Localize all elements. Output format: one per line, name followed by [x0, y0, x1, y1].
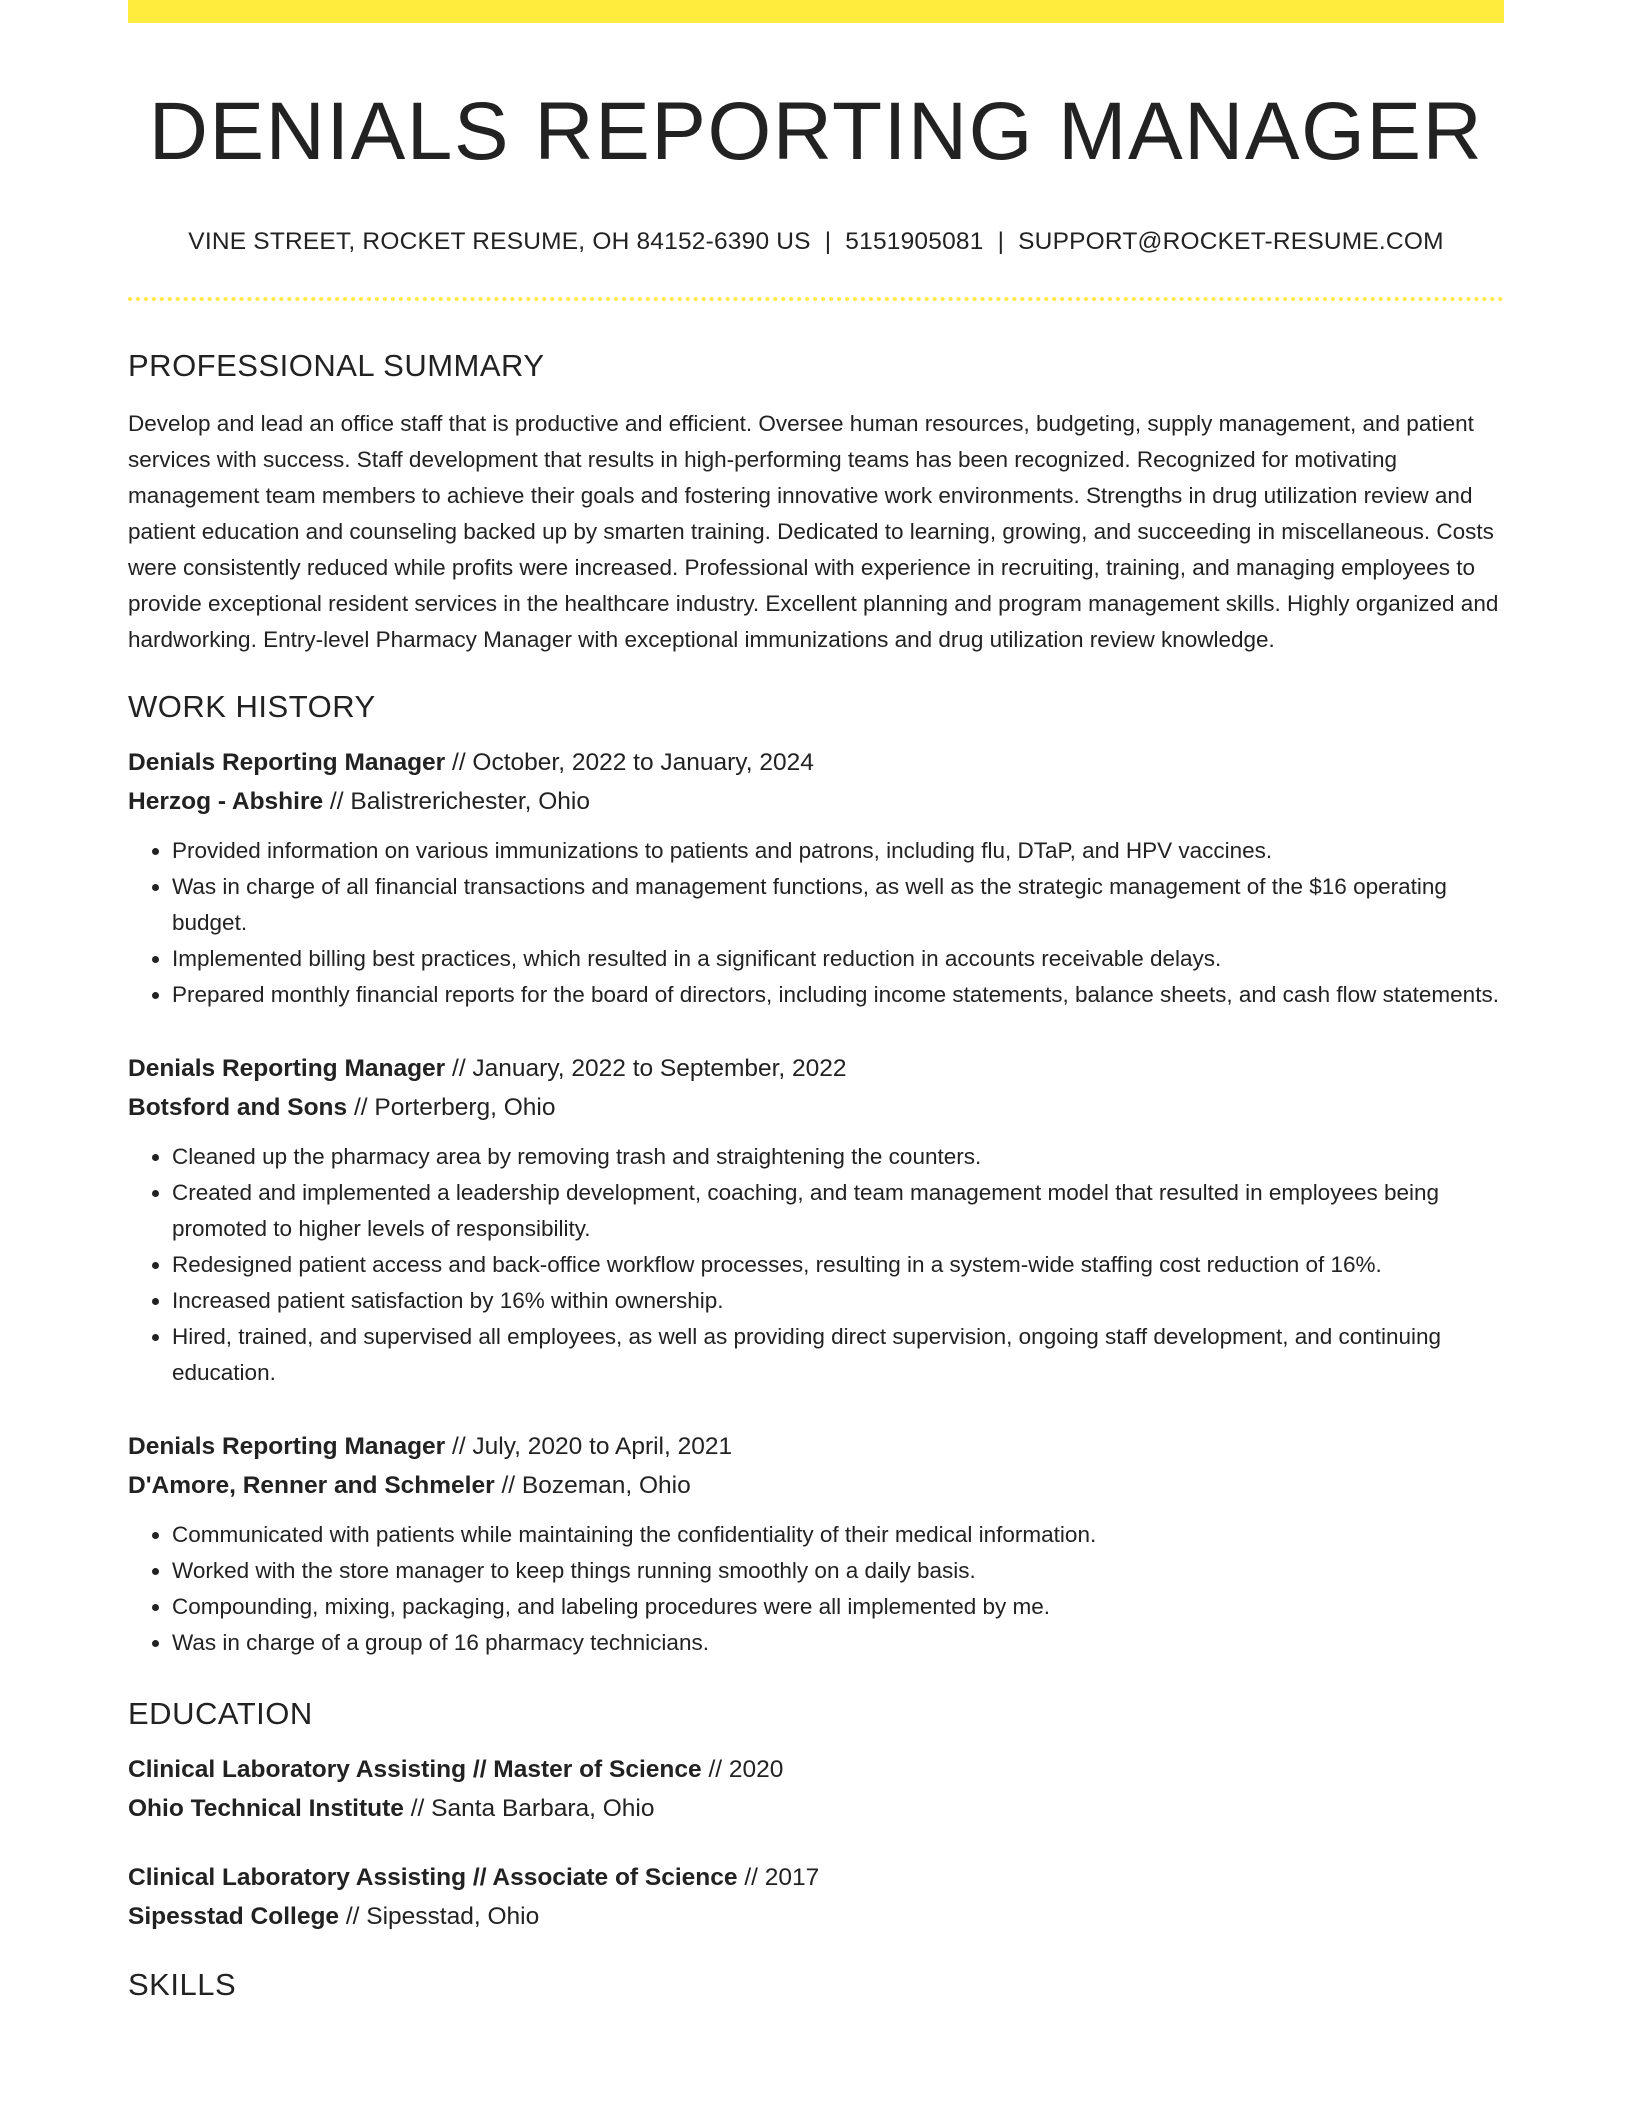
education-year: // 2020 — [701, 1756, 784, 1784]
job-company: Herzog - Abshire — [128, 788, 324, 816]
education-school: Sipesstad College — [128, 1903, 340, 1931]
work-history-heading: WORK HISTORY — [128, 688, 376, 724]
education-heading: EDUCATION — [128, 1696, 313, 1732]
education-degree: Clinical Laboratory Assisting // Associate of Science — [128, 1864, 738, 1892]
job-bullet: • Hired, trained, and supervised all employees, as well as providing direct supervision, ongoing staff development, and continuing education. — [172, 1319, 1504, 1391]
job-bullet: • Prepared monthly financial reports for the board of directors, including income statements, balance sheets, and cash flow statements. — [172, 977, 1504, 1013]
job-bullet: • Redesigned patient access and back-office workflow processes, resulting in a system-wide staffing cost reduction of 16%. — [172, 1247, 1504, 1283]
job-bullet: • Created and implemented a leadership development, coaching, and team management model that resulted in employees being promoted to higher levels of responsibility. — [172, 1175, 1504, 1247]
job-company-line — [128, 782, 1504, 821]
resume-page — [128, 0, 1504, 2004]
job-entry — [128, 743, 1504, 1013]
education-location: // Santa Barbara, Ohio — [403, 1795, 655, 1823]
job-bullet: • Communicated with patients while maintaining the confidentiality of their medical information. — [172, 1517, 1504, 1553]
job-company: Botsford and Sons — [128, 1094, 348, 1122]
job-title-line — [128, 743, 1504, 782]
job-title-line — [128, 1049, 1504, 1088]
contact-separator: | — [824, 228, 832, 256]
job-company: D'Amore, Renner and Schmeler — [128, 1472, 495, 1500]
education-location: // Sipesstad, Ohio — [339, 1903, 540, 1931]
job-bullet: • Worked with the store manager to keep things running smoothly on a daily basis. — [172, 1553, 1504, 1589]
summary-text: Develop and lead an office staff that is productive and efficient. Oversee human resources, budgeting, supply management, and patient services with success. Staff development that results in high-performing teams has been recognized. Recognized for motivating management team members to achieve their goals and fostering innovative work environments. Strengths in drug utilization review and patient education and counseling backed up by smarten training. Dedicated to learning, growing, and succeeding in miscellaneous. Costs were consistently reduced while profits were increased. Professional with experience in recruiting, training, and managing employees to provide exceptional resident services in the healthcare industry. Excellent planning and program management skills. Highly organized and hardworking. Entry-level Pharmacy Manager with exceptional immunizations and drug utilization review knowledge. — [128, 410, 1499, 652]
job-company-line — [128, 1088, 1504, 1127]
job-bullet: • Increased patient satisfaction by 16% within ownership. — [172, 1283, 1504, 1319]
job-dates: // October, 2022 to January, 2024 — [445, 749, 814, 777]
contact-line — [128, 227, 1504, 256]
job-bullet: • Was in charge of all financial transactions and management functions, as well as the strategic management of the $16 operating budget. — [172, 869, 1504, 941]
job-entry — [128, 1427, 1504, 1661]
job-title-line — [128, 1427, 1504, 1466]
contact-phone: 5151905081 — [845, 228, 984, 256]
education-year: // 2017 — [737, 1864, 820, 1892]
job-location: // Bozeman, Ohio — [494, 1472, 691, 1500]
education-degree-line — [128, 1750, 1504, 1789]
job-role: Denials Reporting Manager — [128, 749, 446, 777]
education-degree: Clinical Laboratory Assisting // Master of Science — [128, 1756, 702, 1784]
job-location: // Balistrerichester, Ohio — [323, 788, 591, 816]
top-accent-bar — [128, 0, 1504, 23]
job-dates: // July, 2020 to April, 2021 — [445, 1433, 733, 1461]
contact-email: SUPPORT@ROCKET-RESUME.COM — [1018, 228, 1444, 256]
job-company-line — [128, 1466, 1504, 1505]
job-bullets — [128, 833, 1504, 1013]
job-entry — [128, 1049, 1504, 1391]
education-school-line — [128, 1897, 1504, 1936]
skills-heading: SKILLS — [128, 1967, 237, 2003]
education-entry — [128, 1858, 1504, 1936]
education-school-line — [128, 1789, 1504, 1828]
education-school: Ohio Technical Institute — [128, 1795, 404, 1823]
job-bullet: • Was in charge of a group of 16 pharmacy technicians. — [172, 1625, 1504, 1661]
job-bullet: • Implemented billing best practices, which resulted in a significant reduction in accounts receivable delays. — [172, 941, 1504, 977]
job-bullet: • Cleaned up the pharmacy area by removing trash and straightening the counters. — [172, 1139, 1504, 1175]
contact-address: VINE STREET, ROCKET RESUME, OH 84152-6390 US — [188, 228, 811, 256]
resume-name: DENIALS REPORTING MANAGER — [148, 86, 1484, 177]
dotted-divider — [128, 297, 1504, 301]
job-role: Denials Reporting Manager — [128, 1433, 446, 1461]
summary-heading: PROFESSIONAL SUMMARY — [128, 347, 545, 383]
job-bullet: • Compounding, mixing, packaging, and labeling procedures were all implemented by me. — [172, 1589, 1504, 1625]
job-bullets — [128, 1517, 1504, 1661]
education-entry — [128, 1750, 1504, 1828]
job-bullets — [128, 1139, 1504, 1391]
job-dates: // January, 2022 to September, 2022 — [445, 1055, 847, 1083]
job-role: Denials Reporting Manager — [128, 1055, 446, 1083]
job-bullet: • Provided information on various immunizations to patients and patrons, including flu, DTaP, and HPV vaccines. — [172, 833, 1504, 869]
education-degree-line — [128, 1858, 1504, 1897]
contact-separator: | — [997, 228, 1005, 256]
job-location: // Porterberg, Ohio — [347, 1094, 556, 1122]
